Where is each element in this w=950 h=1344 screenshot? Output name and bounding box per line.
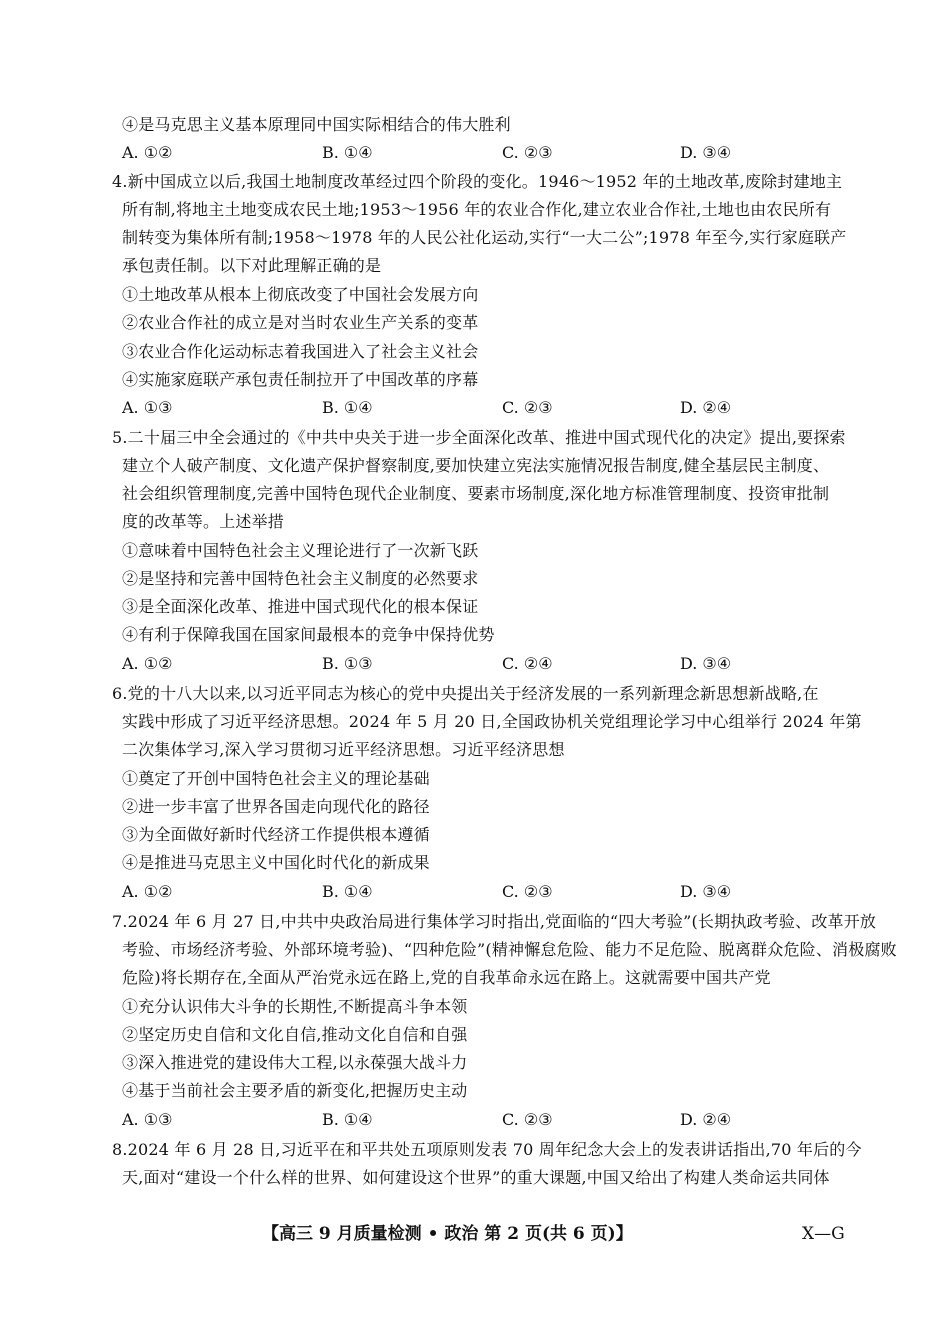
question-5-stem: 5.二十届三中全会通过的《中共中央关于进一步全面深化改革、推进中国式现代化的决定》提出,要探索 (112, 428, 846, 447)
answer-option-d: D. ②④ (680, 398, 732, 417)
page-footer: 【高三 9 月质量检测 • 政治 第 2 页(共 6 页)】 (262, 1224, 633, 1244)
question-5-stem: 建立个人破产制度、文化遗产保护督察制度,要加快建立宪法实施情况报告制度,健全基层民主制度、 (122, 456, 830, 475)
answer-option-d: D. ③④ (680, 654, 732, 673)
question-7-stem: 考验、市场经济考验、外部环境考验)、“四种危险”(精神懈怠危险、能力不足危险、脱离群众危险、消极腐败 (122, 940, 897, 959)
question-8-stem: 天,面对“建设一个什么样的世界、如何建设这个世界”的重大课题,中国又给出了构建人类命运共同体 (122, 1168, 830, 1187)
question-6-stem: 实践中形成了习近平经济思想。2024 年 5 月 20 日,全国政协机关党组理论学习中心组举行 2024 年第 (122, 712, 862, 731)
option-item: ④实施家庭联产承包责任制拉开了中国改革的序幕 (122, 370, 479, 389)
question-7-stem: 危险)将长期存在,全面从严治党永远在路上,党的自我革命永远在路上。这就需要中国共产党 (122, 968, 771, 987)
question-4-stem: 4.新中国成立以后,我国土地制度改革经过四个阶段的变化。1946～1952 年的土地改革,废除封建地主 (112, 172, 843, 191)
answer-option-a: A. ①② (122, 654, 173, 673)
answer-option-d: D. ③④ (680, 143, 732, 162)
option-item: ①土地改革从根本上彻底改变了中国社会发展方向 (122, 285, 479, 304)
option-item: ②农业合作社的成立是对当时农业生产关系的变革 (122, 313, 479, 332)
option-item: ①意味着中国特色社会主义理论进行了一次新飞跃 (122, 541, 479, 560)
answer-option-c: C. ②③ (502, 398, 553, 417)
question-4-stem: 承包责任制。以下对此理解正确的是 (122, 256, 382, 275)
question-4-stem: 制转变为集体所有制;1958～1978 年的人民公社化运动,实行“一大二公”;1978 年至今,实行家庭联产 (122, 228, 847, 247)
answer-option-b: B. ①④ (322, 882, 373, 901)
question-6-stem: 6.党的十八大以来,以习近平同志为核心的党中央提出关于经济发展的一系列新理念新思想新战略,在 (112, 684, 819, 703)
answer-option-a: A. ①② (122, 143, 173, 162)
option-item: ③是全面深化改革、推进中国式现代化的根本保证 (122, 597, 479, 616)
option-item: ③为全面做好新时代经济工作提供根本遵循 (122, 825, 430, 844)
answer-option-a: A. ①③ (122, 398, 173, 417)
question-7-stem: 7.2024 年 6 月 27 日,中共中央政治局进行集体学习时指出,党面临的“四大考验”(长期执政考验、改革开放 (112, 912, 877, 931)
option-item: ②进一步丰富了世界各国走向现代化的路径 (122, 797, 430, 816)
option-item: ④是推进马克思主义中国化时代化的新成果 (122, 853, 430, 872)
option-item: ④基于当前社会主要矛盾的新变化,把握历史主动 (122, 1081, 468, 1100)
option-item: ③深入推进党的建设伟大工程,以永葆强大战斗力 (122, 1053, 468, 1072)
question-4-stem: 所有制,将地主土地变成农民土地;1953～1956 年的农业合作化,建立农业合作社,土地也由农民所有 (122, 200, 832, 219)
option-item: ②是坚持和完善中国特色社会主义制度的必然要求 (122, 569, 479, 588)
answer-option-b: B. ①④ (322, 1110, 373, 1129)
question-8-stem: 8.2024 年 6 月 28 日,习近平在和平共处五项原则发表 70 周年纪念大会上的发表讲话指出,70 年后的今 (112, 1140, 862, 1159)
answer-option-d: D. ②④ (680, 1110, 732, 1129)
question-5-stem: 社会组织管理制度,完善中国特色现代企业制度、要素市场制度,深化地方标准管理制度、投资审批制 (122, 484, 830, 503)
option-item: ④是马克思主义基本原理同中国实际相结合的伟大胜利 (122, 115, 511, 134)
question-6-stem: 二次集体学习,深入学习贯彻习近平经济思想。习近平经济思想 (122, 740, 565, 759)
answer-option-c: C. ②③ (502, 143, 553, 162)
answer-option-b: B. ①③ (322, 654, 373, 673)
question-5-stem: 度的改革等。上述举措 (122, 512, 285, 531)
answer-option-c: C. ②③ (502, 1110, 553, 1129)
answer-option-a: A. ①③ (122, 1110, 173, 1129)
option-item: ③农业合作化运动标志着我国进入了社会主义社会 (122, 342, 479, 361)
answer-option-d: D. ③④ (680, 882, 732, 901)
option-item: ①充分认识伟大斗争的长期性,不断提高斗争本领 (122, 997, 468, 1016)
answer-option-c: C. ②③ (502, 882, 553, 901)
answer-option-a: A. ①② (122, 882, 173, 901)
answer-option-b: B. ①④ (322, 398, 373, 417)
option-item: ①奠定了开创中国特色社会主义的理论基础 (122, 769, 430, 788)
option-item: ④有利于保障我国在国家间最根本的竞争中保持优势 (122, 625, 495, 644)
paper-code: X—G (802, 1224, 845, 1244)
answer-option-b: B. ①④ (322, 143, 373, 162)
option-item: ②坚定历史自信和文化自信,推动文化自信和自强 (122, 1025, 468, 1044)
answer-option-c: C. ②④ (502, 654, 553, 673)
